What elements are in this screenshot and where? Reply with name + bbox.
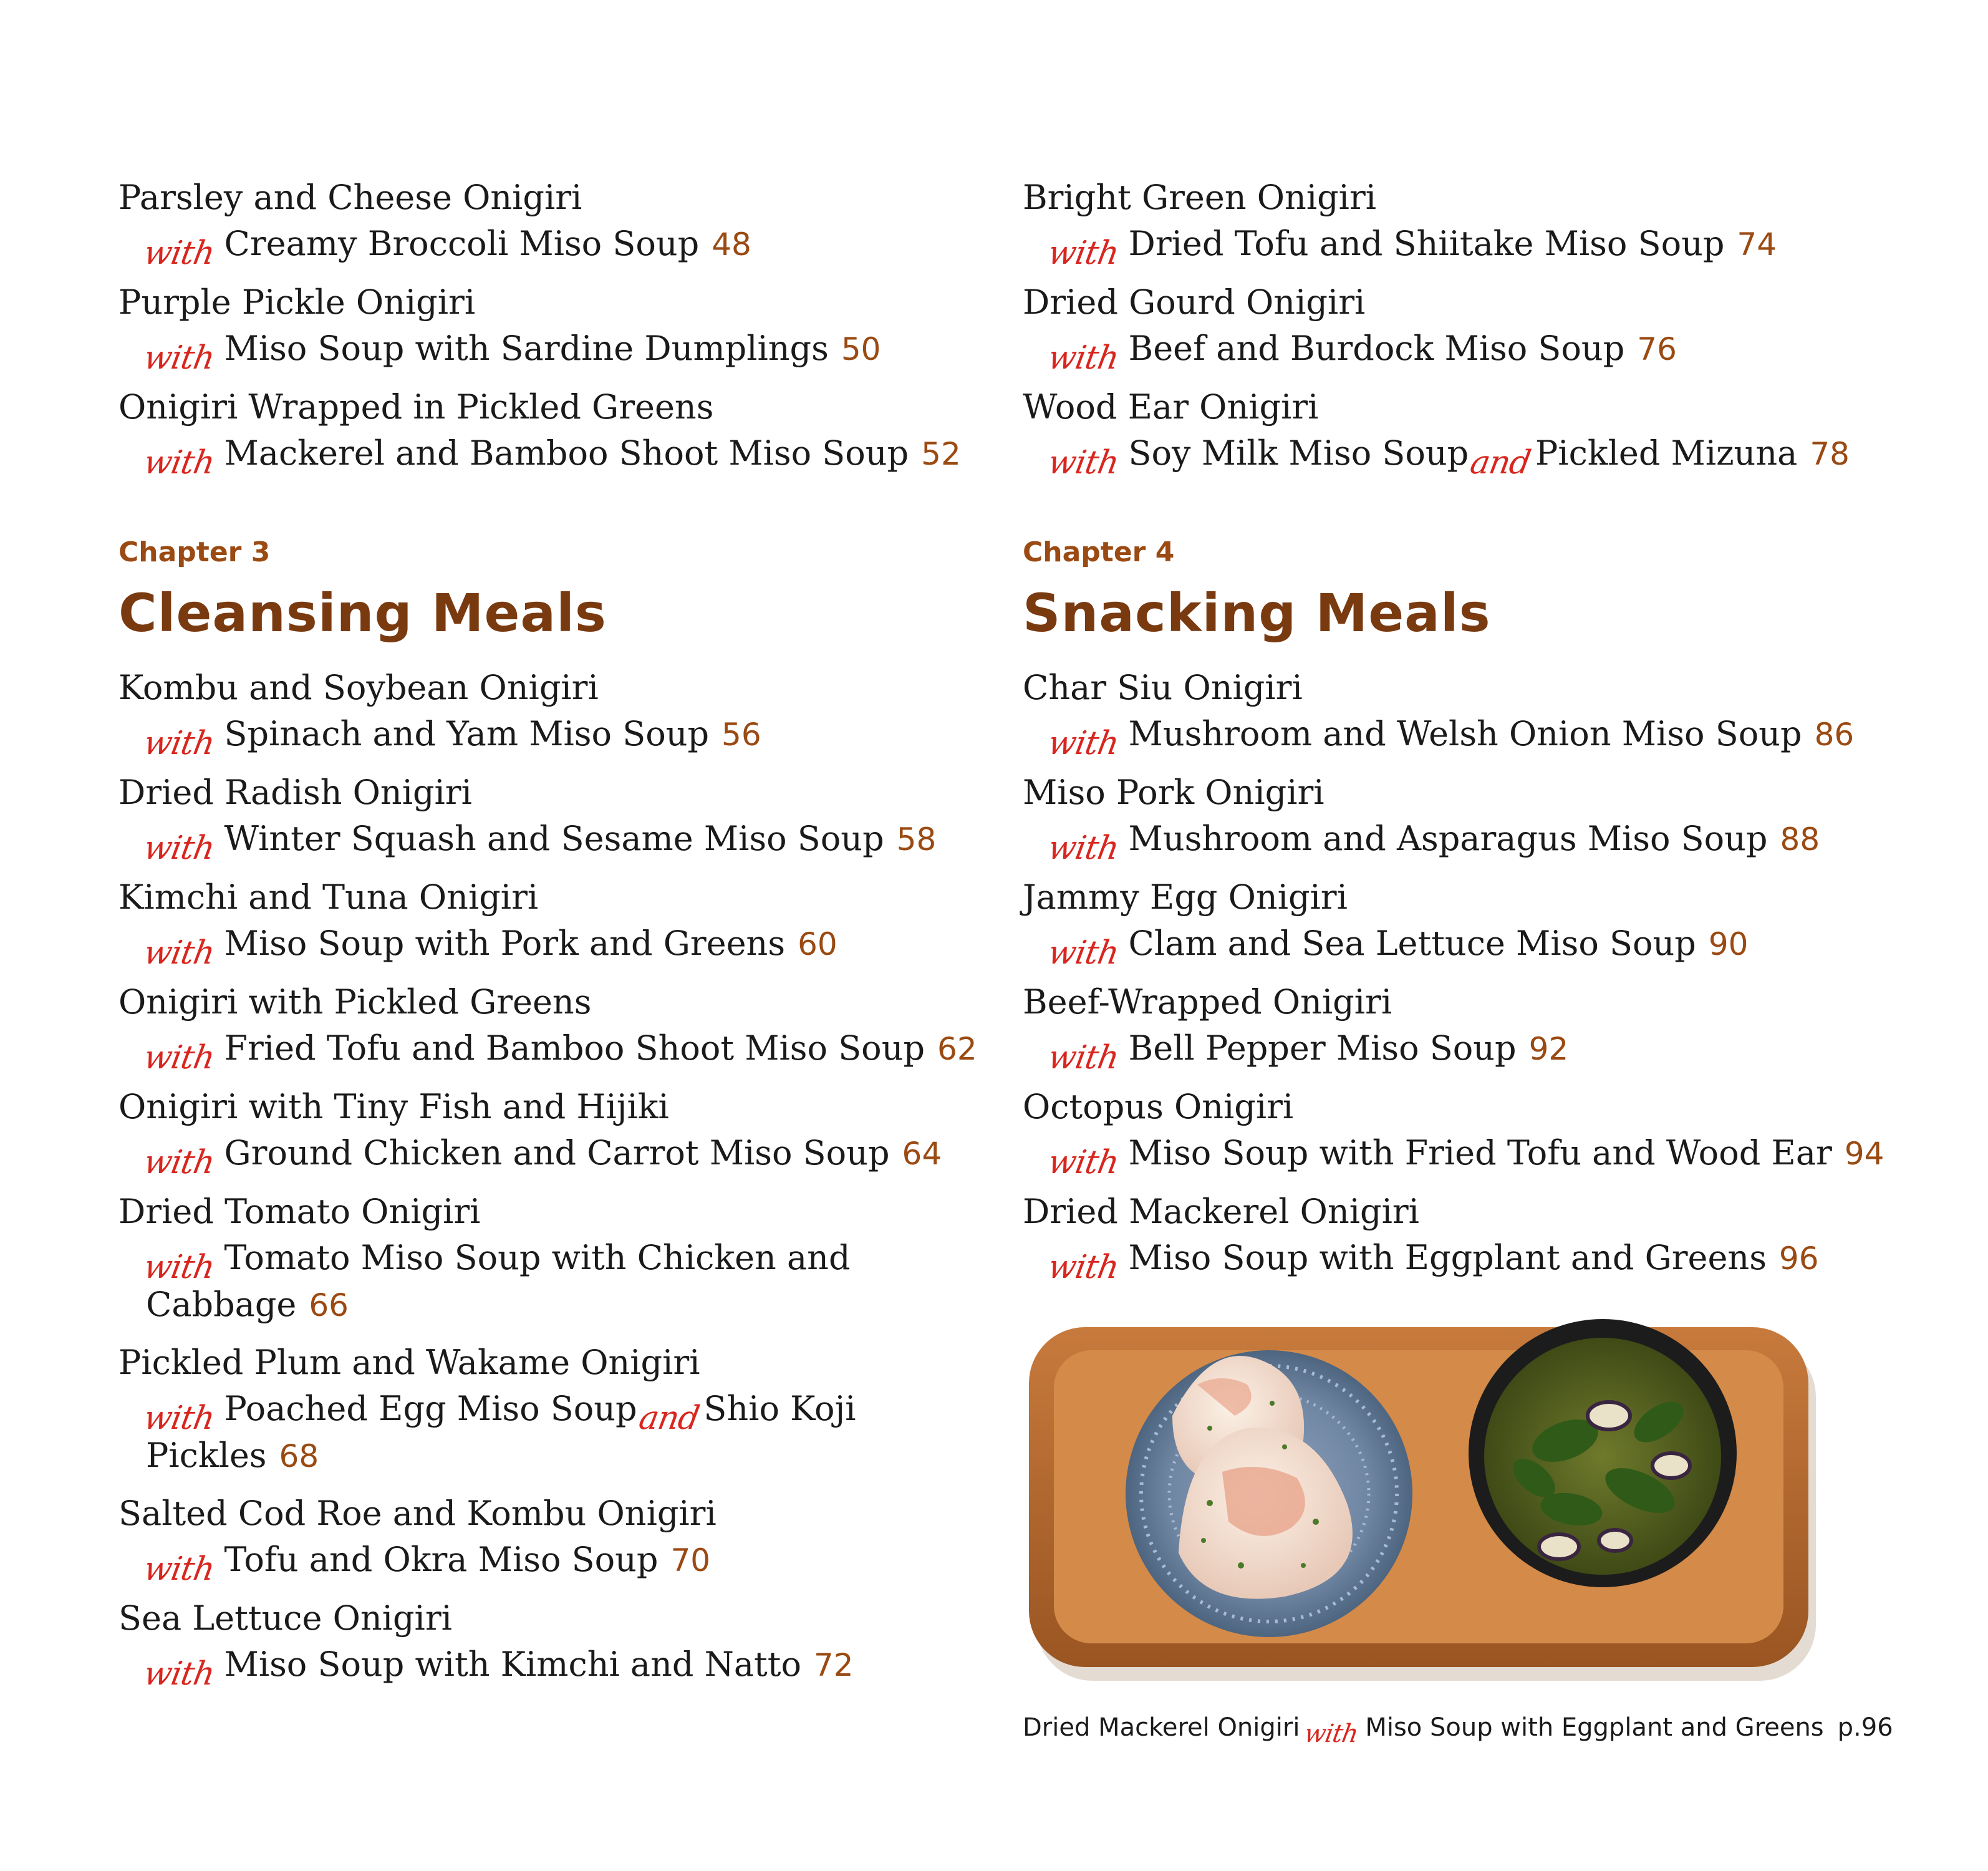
soup-line: [118, 1025, 1004, 1076]
soup-line: [1023, 326, 1908, 377]
soup-line: [118, 1537, 1004, 1588]
toc-entry[interactable]: [118, 770, 1004, 867]
with-connector: with: [1045, 1249, 1122, 1286]
with-connector: with: [1045, 234, 1122, 272]
page-number: 48: [712, 226, 751, 263]
page-number: 64: [902, 1136, 942, 1172]
toc-entry[interactable]: [1023, 874, 1908, 972]
soup-line: [1023, 1025, 1908, 1076]
onigiri-title: Sea Lettuce Onigiri: [118, 1598, 452, 1638]
soup-line: [118, 1235, 1004, 1286]
soup-title: Miso Soup with Fried Tofu and Wood Ear: [1128, 1133, 1832, 1172]
soup-title: Poached Egg Miso Soup: [224, 1389, 637, 1428]
mackerel-topping: [1222, 1467, 1305, 1536]
soup-title: Spinach and Yam Miso Soup: [224, 714, 710, 753]
onigiri-title: Bright Green Onigiri: [1023, 178, 1377, 217]
onigiri-title: Onigiri with Pickled Greens: [118, 982, 592, 1022]
page-number: 96: [1778, 1240, 1819, 1277]
soup-title: Winter Squash and Sesame Miso Soup: [224, 819, 884, 858]
onigiri-title: Kimchi and Tuna Onigiri: [118, 877, 539, 917]
toc-entry[interactable]: [1023, 279, 1908, 377]
soup-line: [118, 326, 1004, 377]
soup-line: [1023, 1130, 1908, 1181]
page-number: 66: [309, 1287, 349, 1323]
side-title-continued: Pickles: [146, 1436, 267, 1475]
toc-entry[interactable]: [118, 979, 1004, 1076]
soup-line: [118, 816, 1004, 867]
onigiri-title: Wood Ear Onigiri: [1023, 387, 1319, 427]
soup-title: Beef and Burdock Miso Soup: [1128, 329, 1625, 368]
page-number: 50: [841, 331, 881, 367]
soup-title: Miso Soup with Sardine Dumplings: [224, 329, 829, 368]
page-number: 52: [921, 436, 961, 472]
soup-title: Miso Soup with Pork and Greens: [224, 924, 786, 963]
soup-title: Tofu and Okra Miso Soup: [224, 1540, 659, 1579]
page-number: 86: [1814, 717, 1855, 753]
toc-entry[interactable]: [118, 1084, 1004, 1181]
caption-page: p.96: [1837, 1713, 1893, 1742]
toc-entry[interactable]: [118, 279, 1004, 377]
page-number: 60: [798, 926, 837, 962]
toc-entry[interactable]: [1023, 665, 1908, 762]
toc-entry[interactable]: [118, 175, 1004, 272]
with-connector: with: [141, 829, 218, 867]
with-connector: with: [1045, 934, 1122, 972]
page-number: 90: [1708, 926, 1749, 962]
side-title: Shio Koji: [703, 1389, 856, 1428]
toc-entry[interactable]: [1023, 1084, 1908, 1181]
onigiri-title: Char Siu Onigiri: [1023, 668, 1303, 707]
onigiri-title: Miso Pork Onigiri: [1023, 773, 1325, 812]
soup-title: Mackerel and Bamboo Shoot Miso Soup: [224, 433, 909, 473]
soup-line: [1023, 816, 1908, 867]
chapter-title: Snacking Meals: [1023, 583, 1491, 644]
page-number: 74: [1737, 226, 1777, 263]
soup-title: Soy Milk Miso Soup: [1128, 433, 1469, 473]
toc-entry[interactable]: [118, 1595, 1004, 1693]
side-title: Pickled Mizuna: [1535, 433, 1798, 473]
onigiri-title: Kombu and Soybean Onigiri: [118, 668, 599, 707]
with-connector: with: [141, 1550, 218, 1588]
photo-caption: [1023, 1709, 1893, 1746]
onigiri-title: Pickled Plum and Wakame Onigiri: [118, 1343, 700, 1382]
with-connector: with: [141, 444, 218, 481]
soup-line: [118, 1641, 1004, 1693]
page-number: 78: [1810, 436, 1850, 472]
and-connector: and: [1467, 444, 1533, 481]
soup-line: [118, 1130, 1004, 1181]
with-connector: with: [1045, 339, 1122, 377]
toc-entry[interactable]: [1023, 770, 1908, 867]
page-number: 70: [670, 1542, 711, 1579]
toc-entry[interactable]: [118, 665, 1004, 762]
soup-line: [1023, 430, 1908, 481]
with-connector: with: [141, 1039, 218, 1076]
with-connector: with: [141, 725, 218, 762]
toc-entry[interactable]: [118, 1491, 1004, 1588]
page-number: 58: [896, 821, 937, 858]
soup-title: Dried Tofu and Shiitake Miso Soup: [1128, 224, 1725, 263]
page-number: 68: [279, 1438, 319, 1474]
onigiri-title: Jammy Egg Onigiri: [1023, 877, 1348, 917]
onigiri-title: Octopus Onigiri: [1023, 1087, 1294, 1126]
and-connector: and: [635, 1400, 702, 1437]
page-number: 92: [1528, 1031, 1569, 1067]
with-connector: with: [141, 339, 218, 377]
page-number: 56: [721, 717, 761, 753]
toc-entry[interactable]: [1023, 979, 1908, 1076]
soup-title: Creamy Broccoli Miso Soup: [224, 224, 700, 263]
soup-title: Clam and Sea Lettuce Miso Soup: [1128, 924, 1696, 963]
onigiri-title: Purple Pickle Onigiri: [118, 283, 476, 322]
with-connector: with: [1045, 1144, 1122, 1181]
soup-line: [1023, 921, 1908, 972]
toc-entry[interactable]: [118, 1340, 1004, 1479]
with-connector: with: [1045, 1039, 1122, 1076]
with-connector: with: [1045, 444, 1122, 481]
with-connector: with: [141, 1655, 218, 1693]
soup-title: Tomato Miso Soup with Chicken and: [224, 1238, 851, 1277]
soup-title: Miso Soup with Eggplant and Greens: [1128, 1238, 1767, 1277]
toc-entry[interactable]: [118, 384, 1004, 481]
soup-title: Mushroom and Welsh Onion Miso Soup: [1128, 714, 1802, 753]
with-connector: with: [1045, 829, 1122, 867]
soup-title: Ground Chicken and Carrot Miso Soup: [224, 1133, 890, 1172]
soup-line: [1023, 711, 1908, 762]
page-number: 72: [813, 1647, 854, 1683]
meal-photo: [1023, 1316, 1827, 1690]
soup-line: [118, 1386, 1004, 1437]
onigiri-title: Parsley and Cheese Onigiri: [118, 178, 582, 217]
onigiri-title: Dried Mackerel Onigiri: [1023, 1192, 1419, 1231]
page-number: 76: [1637, 331, 1677, 367]
toc-entry[interactable]: [118, 1189, 1004, 1328]
soup-title: Mushroom and Asparagus Miso Soup: [1128, 819, 1768, 858]
toc-entry[interactable]: [1023, 1189, 1908, 1286]
soup-line: [118, 921, 1004, 972]
soup-title: Bell Pepper Miso Soup: [1128, 1028, 1517, 1068]
page-number: 94: [1844, 1136, 1884, 1172]
with-connector: with: [1045, 725, 1122, 762]
soup-line: [1023, 1235, 1908, 1286]
onigiri-title: Beef-Wrapped Onigiri: [1023, 982, 1392, 1022]
soup-line-continued: [118, 1282, 1004, 1328]
onigiri-title: Onigiri with Tiny Fish and Hijiki: [118, 1087, 669, 1126]
toc-entry[interactable]: [1023, 175, 1908, 272]
with-connector: with: [141, 234, 218, 272]
caption-soup: Miso Soup with Eggplant and Greens: [1365, 1713, 1824, 1742]
soup-line: [118, 711, 1004, 762]
soup-line: [1023, 221, 1908, 272]
soup-title-continued: Cabbage: [146, 1285, 297, 1324]
caption-onigiri: Dried Mackerel Onigiri: [1023, 1713, 1300, 1742]
page-number: 62: [937, 1031, 977, 1067]
onigiri-title: Salted Cod Roe and Kombu Onigiri: [118, 1494, 717, 1533]
with-connector: with: [1302, 1719, 1361, 1748]
onigiri-title: Dried Tomato Onigiri: [118, 1192, 481, 1231]
with-connector: with: [141, 1249, 218, 1286]
chapter-label: Chapter 3: [118, 536, 271, 568]
onigiri-title: Dried Radish Onigiri: [118, 773, 472, 812]
with-connector: with: [141, 1400, 218, 1437]
onigiri-title: Onigiri Wrapped in Pickled Greens: [118, 387, 714, 427]
page-number: 88: [1780, 821, 1820, 858]
with-connector: with: [141, 1144, 218, 1181]
soup-title: Fried Tofu and Bamboo Shoot Miso Soup: [224, 1028, 925, 1068]
soup-line: [118, 221, 1004, 272]
chapter-title: Cleansing Meals: [118, 583, 607, 644]
soup-title: Miso Soup with Kimchi and Natto: [224, 1645, 801, 1684]
chapter-label: Chapter 4: [1023, 536, 1175, 568]
toc-entry[interactable]: [118, 874, 1004, 972]
onigiri-title: Dried Gourd Onigiri: [1023, 283, 1366, 322]
soup-line: [118, 430, 1004, 481]
toc-entry[interactable]: [1023, 384, 1908, 481]
soup-line-continued: [118, 1433, 1004, 1479]
with-connector: with: [141, 934, 218, 972]
